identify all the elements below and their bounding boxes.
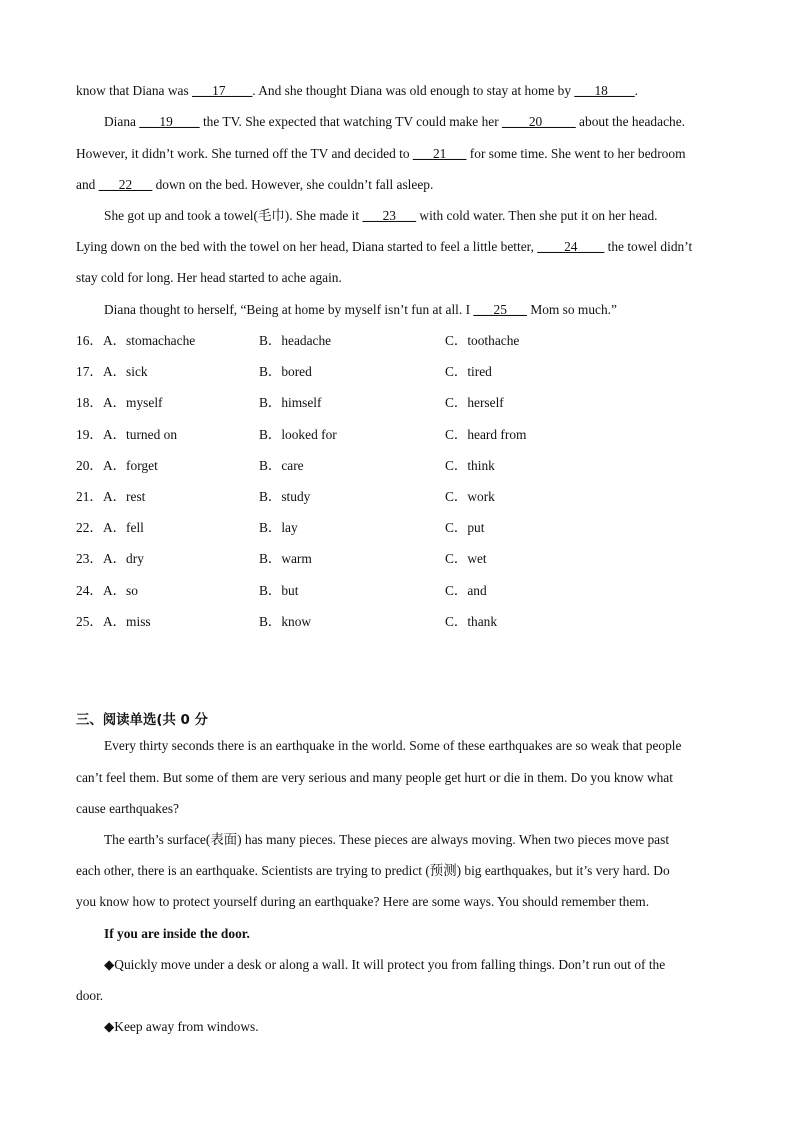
- option-row: [76, 362, 726, 382]
- reading-line: ◆Quickly move under a desk or along a wall. It will protect you from falling things. Don’t run out of the: [104, 957, 666, 972]
- passage-text: the TV. She expected that watching TV could make her: [199, 114, 503, 129]
- option-row: [76, 549, 726, 569]
- passage-text: Diana: [104, 114, 140, 129]
- passage-text: for some time. She went to her bedroom: [466, 146, 686, 161]
- question-number: 18．: [76, 395, 103, 410]
- option-a: A．fell: [103, 520, 144, 535]
- question-number: 19．: [76, 427, 103, 442]
- passage-line: [76, 81, 726, 101]
- reading-line: each other, there is an earthquake. Scientists are trying to predict (预测) big earthquakes, but it’s very hard. Do: [76, 863, 670, 878]
- passage-text: with cold water. Then she put it on her head.: [416, 208, 658, 223]
- passage-text: Diana thought to herself, “Being at home by myself isn’t fun at all. I: [104, 302, 474, 317]
- passage-line: [104, 112, 754, 132]
- option-b: B．study: [259, 489, 311, 504]
- question-number: 23．: [76, 551, 103, 566]
- option-row: [76, 456, 726, 476]
- passage-text: about the headache.: [575, 114, 686, 129]
- option-a: A．sick: [103, 364, 148, 379]
- option-c: C．toothache: [445, 333, 520, 348]
- question-number: 16．: [76, 333, 103, 348]
- option-c: C．tired: [445, 364, 492, 379]
- option-c: C．put: [445, 520, 485, 535]
- question-number: 21．: [76, 489, 103, 504]
- option-b: B．himself: [259, 395, 322, 410]
- option-b: B．know: [259, 614, 312, 629]
- option-a: A．turned on: [103, 427, 178, 442]
- blank-25: ___25___: [473, 302, 527, 317]
- option-b: B．care: [259, 458, 304, 473]
- blank-17: ___17____: [192, 83, 253, 98]
- passage-text: the towel didn’t: [604, 239, 693, 254]
- passage-line: [76, 237, 726, 257]
- reading-line: Every thirty seconds there is an earthquake in the world. Some of these earthquakes are so weak that people: [104, 738, 682, 753]
- passage-text: down on the bed. However, she couldn’t fall asleep.: [152, 177, 434, 192]
- section-heading: 三、阅读单选(共 0 分: [76, 713, 208, 728]
- option-row: [76, 612, 726, 632]
- option-row: [76, 487, 726, 507]
- option-c: C．think: [445, 458, 495, 473]
- passage-line: [76, 175, 726, 195]
- option-b: B．but: [259, 583, 299, 598]
- option-c: C．heard from: [445, 427, 527, 442]
- question-number: 22．: [76, 520, 103, 535]
- passage-text: . And she thought Diana was old enough to stay at home by: [252, 83, 575, 98]
- question-number: 20．: [76, 458, 103, 473]
- option-c: C．thank: [445, 614, 498, 629]
- blank-18: ___18____: [574, 83, 635, 98]
- option-a: A．stomachache: [103, 333, 196, 348]
- option-b: B．bored: [259, 364, 312, 379]
- blank-20: ____20_____: [502, 114, 576, 129]
- passage-text: and: [76, 177, 99, 192]
- option-row: [76, 581, 726, 601]
- question-number: 25．: [76, 614, 103, 629]
- reading-subheading: If you are inside the door.: [104, 926, 250, 941]
- option-a: A．forget: [103, 458, 158, 473]
- option-b: B．looked for: [259, 427, 337, 442]
- question-number: 24．: [76, 583, 103, 598]
- reading-line: cause earthquakes?: [76, 801, 179, 816]
- passage-text: Mom so much.”: [526, 302, 617, 317]
- option-row: [76, 518, 726, 538]
- option-a: A．miss: [103, 614, 151, 629]
- blank-24: ____24____: [537, 239, 605, 254]
- option-a: A．so: [103, 583, 138, 598]
- blank-23: ___23___: [362, 208, 417, 223]
- passage-text: However, it didn’t work. She turned off the TV and decided to: [76, 146, 413, 161]
- blank-21: ___21___: [412, 146, 467, 161]
- passage-line: [104, 206, 754, 226]
- option-b: B．headache: [259, 333, 332, 348]
- blank-22: ___22___: [98, 177, 153, 192]
- reading-line: door.: [76, 988, 104, 1003]
- passage-line: stay cold for long. Her head started to ache again.: [76, 270, 342, 285]
- option-c: C．work: [445, 489, 495, 504]
- reading-line: ◆Keep away from windows.: [104, 1019, 259, 1034]
- reading-line: can’t feel them. But some of them are very serious and many people get hurt or die in them. Do you know what: [76, 770, 673, 785]
- option-c: C．herself: [445, 395, 504, 410]
- reading-line: The earth’s surface(表面) has many pieces. These pieces are always moving. When two pieces move past: [104, 832, 670, 847]
- reading-line: you know how to protect yourself during an earthquake? Here are some ways. You should remember them.: [76, 894, 650, 909]
- option-c: C．wet: [445, 551, 487, 566]
- passage-line: [76, 144, 726, 164]
- passage-text: She got up and took a towel(毛巾). She made it: [104, 208, 363, 223]
- passage-text: know that Diana was: [76, 83, 193, 98]
- option-row: [76, 393, 726, 413]
- option-a: A．myself: [103, 395, 163, 410]
- option-row: [76, 331, 726, 351]
- option-a: A．dry: [103, 551, 144, 566]
- blank-19: ___19____: [139, 114, 200, 129]
- option-b: B．warm: [259, 551, 312, 566]
- option-row: [76, 425, 726, 445]
- passage-text: .: [634, 83, 638, 98]
- option-b: B．lay: [259, 520, 298, 535]
- option-c: C．and: [445, 583, 487, 598]
- question-number: 17．: [76, 364, 103, 379]
- passage-line: [104, 300, 754, 320]
- option-a: A．rest: [103, 489, 146, 504]
- passage-text: Lying down on the bed with the towel on her head, Diana started to feel a little better,: [76, 239, 538, 254]
